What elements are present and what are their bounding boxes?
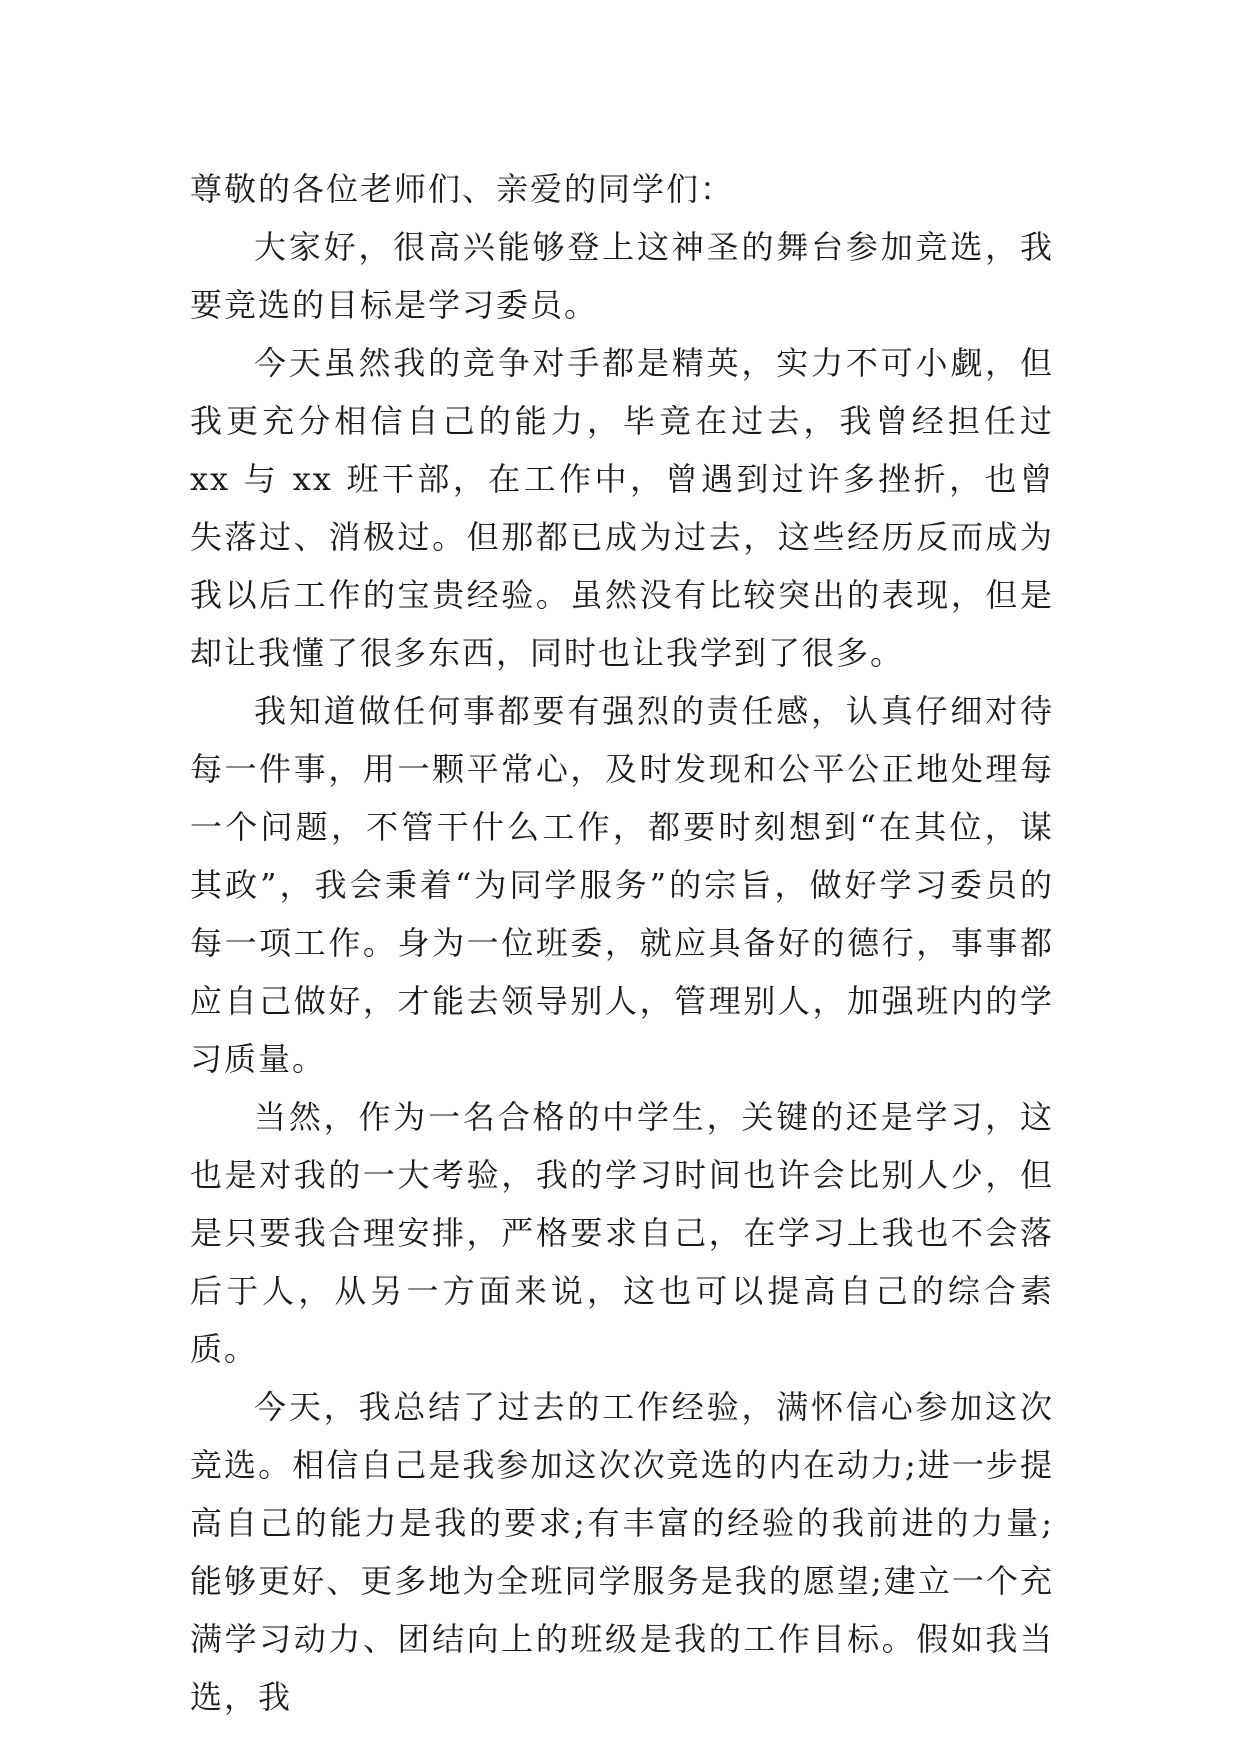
paragraph-study: 当然，作为一名合格的中学生，关键的还是学习，这也是对我的一大考验，我的学习时间也许会比别人少，但是只要我合理安排，严格要求自己，在学习上我也不会落后于人，从另一方面来说，这也可以提高自己的综合素质。 xyxy=(190,1098,1054,1368)
paragraph-conclusion: 今天，我总结了过去的工作经验，满怀信心参加这次竞选。相信自己是我参加这次次竞选的内在动力;进一步提高自己的能力是我的要求;有丰富的经验的我前进的力量;能够更好、更多地为全班同学服务是我的愿望;建立一个充满学习动力、团结向上的班级是我的工作目标。假如我当选，我 xyxy=(190,1388,1054,1716)
speech-body xyxy=(190,160,1054,1726)
paragraph-experience: 今天虽然我的竞争对手都是精英，实力不可小觑，但我更充分相信自己的能力，毕竟在过去，我曾经担任过 xx 与 xx 班干部，在工作中，曾遇到过许多挫折，也曾失落过、消极过。但那都已成为过去，这些经历反而成为我以后工作的宝贵经验。虽然没有比较突出的表现，但是却让我懂了很多东西，同时也让我学到了很多。 xyxy=(190,344,1054,672)
greeting-line: 尊敬的各位老师们、亲爱的同学们： xyxy=(190,170,735,208)
paragraph-intro: 大家好，很高兴能够登上这神圣的舞台参加竞选，我要竞选的目标是学习委员。 xyxy=(190,228,1054,324)
paragraph-responsibility: 我知道做任何事都要有强烈的责任感，认真仔细对待每一件事，用一颗平常心，及时发现和公平公正地处理每一个问题，不管干什么工作，都要时刻想到“在其位，谋其政”，我会秉着“为同学服务”的宗旨，做好学习委员的每一项工作。身为一位班委，就应具备好的德行，事事都应自己做好，才能去领导别人，管理别人，加强班内的学习质量。 xyxy=(190,692,1054,1078)
